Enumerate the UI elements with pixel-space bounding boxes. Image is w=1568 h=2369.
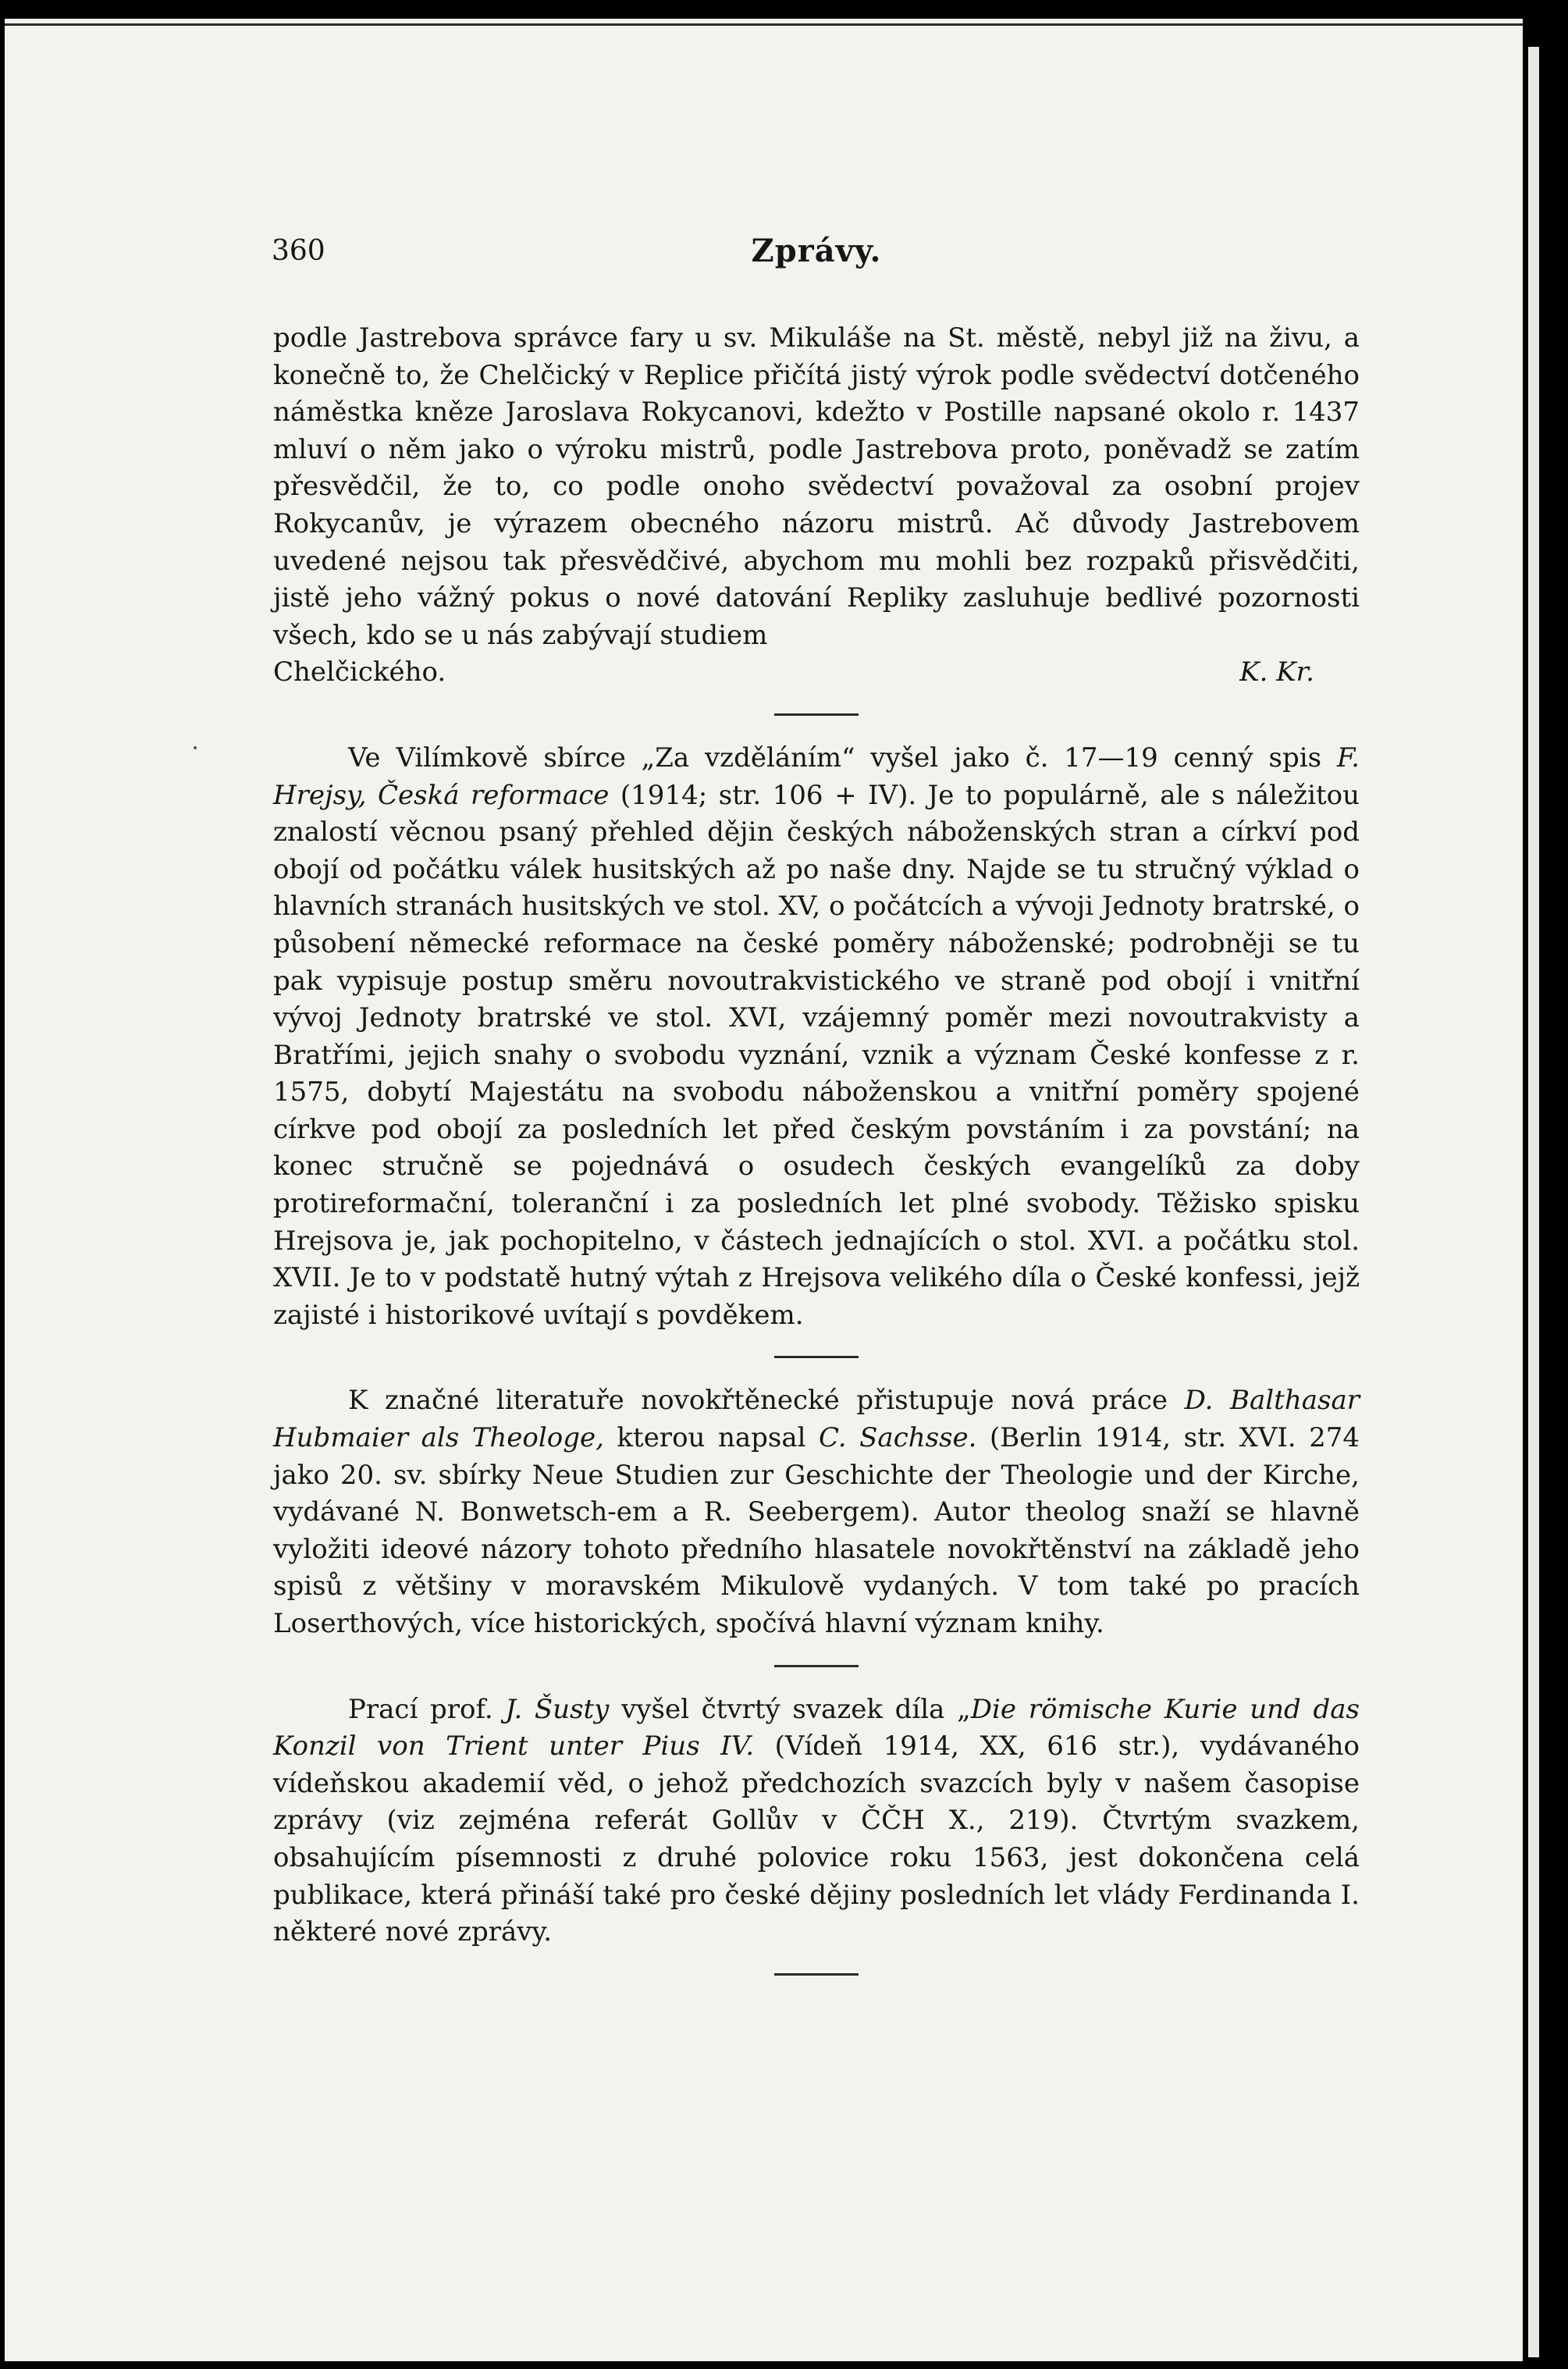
author-name: C. Sachsse. — [819, 1422, 977, 1454]
section-divider — [774, 1356, 859, 1358]
page-edge-strip — [1528, 47, 1539, 2357]
book-title: Die römische Kurie und das Konzil von Trient unter Pius IV. — [273, 1693, 1360, 1763]
paragraph-text: Prací prof. — [348, 1693, 506, 1725]
paragraph-last-line: Chelčického. — [273, 656, 446, 688]
section-divider — [774, 713, 859, 716]
running-head: Zprávy. — [751, 233, 882, 269]
paragraph-text: vyšel čtvrtý svazek díla „ — [609, 1693, 971, 1725]
top-edge-rule — [5, 23, 1523, 26]
signature: K. Kr. — [1239, 656, 1314, 688]
paragraph-jastrebov — [273, 320, 1360, 654]
paragraph-text: (Berlin 1914, str. XVI. 274 jako 20. sv. sbírky Neue Studien zur Geschichte der Theologie und der Kirche, vydávané N. Bonwetsch-em a R. Seebergem). Autor theolog snaží se hlavně vyložiti ideové názory tohoto předního hlasatele novokřtěnství na základě jeho spisů z většiny v moravském Mikulově vydaných. V tom také po pracích Loserthových, více historických, spočívá hlavní význam knihy. — [273, 1422, 1360, 1639]
section-divider — [774, 1665, 859, 1667]
paragraph-text: Ve Vilímkově sbírce „Za vzděláním“ vyšel jako č. 17—19 cenný spis — [348, 742, 1337, 774]
paragraph-hubmaier — [273, 1382, 1360, 1642]
section-divider — [774, 1973, 859, 1976]
paragraph-text: (1914; str. 106 + IV). Je to populárně, ale s náležitou znalostí věcnou psaný přehled dějin českých náboženských stran a církví pod obojí od počátku válek husitských až po naše dny. Najde se tu stručný výklad o hlavních stranách husitských ve stol. XV, o počátcích a vývoji Jednoty bratrské, o působení německé reformace na české poměry náboženské; podrobněji se tu pak vypisuje postup směru novoutrakvistického ve straně pod obojí i vnitřní vývoj Jednoty bratrské ve stol. XVI, vzájemný poměr mezi novoutrakvisty a Bratřími, jejich snahy o svobodu vyznání, vznik a význam České konfesse z r. 1575, dobytí Majestátu na svobodu náboženskou a vnitřní poměry spojené církve pod obojí za posledních let před českým povstáním i za povstání; na konec stručně se pojednává o osudech českých evangelíků za doby protireformační, toleranční i za posledních let plné svobody. Těžisko spisku Hrejsova je, jak pochopitelno, v částech jednajících o stol. XVI. a počátku stol. XVII. Je to v podstatě hutný výtah z Hrejsova velikého díla o České konfessi, jejž zajisté i historikové uvítají s povděkem. — [273, 779, 1360, 1331]
book-title: D. Balthasar Hubmaier als Theologe, — [273, 1385, 1360, 1454]
paragraph-text: kterou napsal — [603, 1422, 819, 1454]
paragraph-susta — [273, 1691, 1360, 1951]
author-name: F. Hrejsy, — [273, 742, 1360, 811]
page-header — [273, 233, 1360, 272]
stray-mark — [194, 746, 197, 749]
text-block — [273, 233, 1360, 2000]
paragraph-text: podle Jastrebova správce fary u sv. Mikuláše na St. městě, nebyl již na živu, a konečně to, že Chelčický v Replice přičítá jistý výrok podle svědectví dotčeného náměstka kněze Jaroslava Rokycanovi, kdežto v Postille napsané okolo r. 1437 mluví o něm jako o výroku mistrů, podle Jastrebova proto, poněvadž se zatím přesvědčil, že to, co podle onoho svědectví považoval za osobní projev Rokycanův, je výrazem obecného názoru mistrů. Ač důvody Jastrebovem uvedené nejsou tak přesvědčivé, abychom mu mohli bez rozpaků přisvědčiti, jistě jeho vážný pokus o nové datování Repliky zasluhuje bedlivé pozornosti všech, kdo se u nás zabývají studiem — [273, 322, 1360, 651]
paragraph-hrejsa — [273, 740, 1360, 1335]
page-number: 360 — [272, 235, 325, 267]
book-title: Česká reformace — [378, 779, 610, 811]
paragraph-text: (Vídeň 1914, XX, 616 str.), vydávaného vídeňskou akademií věd, o jehož předchozích svazcích byly v našem časopise zprávy (viz zejména referát Gollův v ČČH X., 219). Čtvrtým svazkem, obsahujícím písemnosti z druhé polovice roku 1563, jest dokončena celá publikace, která přináší také pro české dějiny posledních let vlády Ferdinanda I. některé nové zprávy. — [273, 1731, 1360, 1948]
paragraph-text: K značné literatuře novokřtěnecké přistupuje nová práce — [348, 1385, 1185, 1417]
signature-line — [273, 654, 1360, 692]
author-name: J. Šusty — [505, 1693, 610, 1725]
